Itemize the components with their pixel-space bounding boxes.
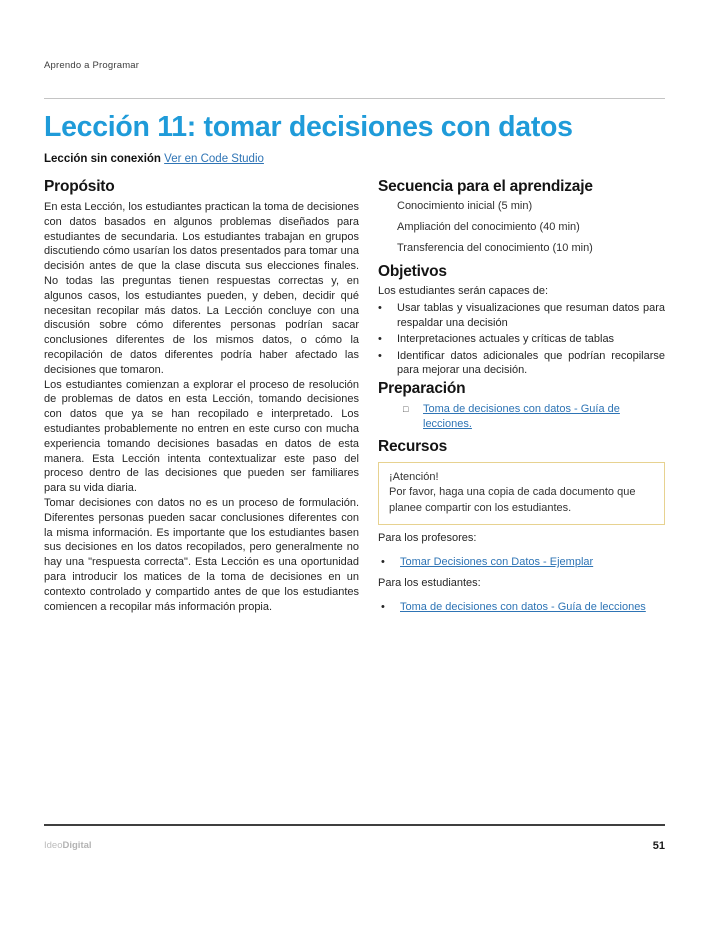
attention-body: Por favor, haga una copia de cada documento que planee compartir con los estudiantes. xyxy=(389,486,636,514)
purpose-paragraph: Los estudiantes comienzan a explorar el proceso de resolución de problemas de datos en esta Lección, tomando decisiones con datos que ya se han recopilado e interpretado. Los estudiantes probablemente no entren en este curso con mucha experiencia tomando decisiones basadas en datos de esta manera. Esta Lección intenta contextualizar este paso del proceso dentro de las decisiones que pueden ser familiares para su vida diaria. xyxy=(44,378,359,495)
objective-text: Identificar datos adicionales que podrían recopilarse para mejorar una decisión. xyxy=(397,349,665,376)
objective-item xyxy=(378,301,665,330)
teacher-resource-item xyxy=(378,555,665,570)
resources-heading: Recursos xyxy=(378,437,448,455)
checkbox-icon: □ xyxy=(403,403,409,414)
bullet-icon: • xyxy=(381,600,385,613)
attention-title: ¡Atención! xyxy=(389,470,439,483)
student-resource-item xyxy=(378,600,665,615)
preparation-heading: Preparación xyxy=(378,379,466,397)
purpose-paragraph: Tomar decisiones con datos no es un proceso de formulación. Diferentes personas pueden sacar conclusiones diferentes con la misma información. Es importante que los estudiantes basen sus decisiones en los datos recopilados, pero generalmente no hay una "respuesta correcta". Esta Lección es una oportunidad para introducir los matices de la toma de decisiones en un contexto controlado y compartido antes de que los estudiantes comiencen a recopilar más información propia. xyxy=(44,496,359,613)
objectives-intro: Los estudiantes serán capaces de: xyxy=(378,285,549,297)
sequence-heading: Secuencia para el aprendizaje xyxy=(378,178,593,195)
objective-text: Interpretaciones actuales y críticas de tablas xyxy=(397,333,615,345)
objective-item xyxy=(378,349,665,378)
attention-callout xyxy=(378,462,665,526)
teacher-resource-link[interactable]: Tomar Decisiones con Datos - Ejemplar xyxy=(400,556,594,568)
teachers-label: Para los profesores: xyxy=(378,532,477,544)
students-label: Para los estudiantes: xyxy=(378,576,481,589)
sequence-item: Transferencia del conocimiento (10 min) xyxy=(397,242,593,254)
objective-item xyxy=(378,332,665,347)
content-columns xyxy=(44,178,665,618)
purpose-paragraph: En esta Lección, los estudiantes practican la toma de decisiones con datos basados en algunos problemas diseñados para estudiantes de secundaria. Los estudiantes trabajan en grupos discutiendo cómo usarían los datos presentados para tomar una decisión antes de que la clase discuta sus elecciones finales. No todas las preguntas tienen respuestas correctas y, en algunos casos, los estudiantes pueden, y deben, decidir qué necesitan recopilar más datos. La Lección concluye con una discusión sobre cómo diferentes personas podrían sacar conclusiones diferentes de los mismos datos, o cómo la recopilación de datos diferentes podría haber afectado las decisiones que tomaron. xyxy=(44,201,359,376)
purpose-heading: Propósito xyxy=(44,178,115,195)
page-title: Lección 11: tomar decisiones con datos xyxy=(44,111,573,143)
header-divider xyxy=(44,98,665,99)
bullet-icon: • xyxy=(378,333,382,345)
preparation-item xyxy=(378,402,665,432)
student-resource-link[interactable]: Toma de decisiones con datos - Guía de lecciones xyxy=(400,600,646,613)
code-studio-link[interactable]: Ver en Code Studio xyxy=(164,153,264,165)
footer-brand-regular: Ideo xyxy=(44,840,63,851)
page-footer xyxy=(44,824,665,852)
sequence-item: Ampliación del conocimiento (40 min) xyxy=(397,221,580,233)
bullet-icon: • xyxy=(378,302,382,314)
info-column xyxy=(378,178,665,618)
footer-brand-bold: Digital xyxy=(62,840,92,851)
objectives-heading: Objetivos xyxy=(378,263,447,280)
footer-brand xyxy=(44,840,92,851)
lesson-type-label: Lección sin conexión xyxy=(44,153,161,165)
header-brand: Aprendo a Programar xyxy=(44,60,140,71)
preparation-guide-link[interactable]: Toma de decisiones con datos - Guía de lecciones. xyxy=(423,402,620,430)
page-number: 51 xyxy=(652,840,665,852)
purpose-column xyxy=(44,178,359,618)
bullet-icon: • xyxy=(381,556,385,568)
sequence-item: Conocimiento inicial (5 min) xyxy=(397,200,533,212)
lesson-subtitle xyxy=(44,153,665,165)
objective-text: Usar tablas y visualizaciones que resuman datos para respaldar una decisión xyxy=(397,302,665,329)
bullet-icon: • xyxy=(378,349,382,362)
